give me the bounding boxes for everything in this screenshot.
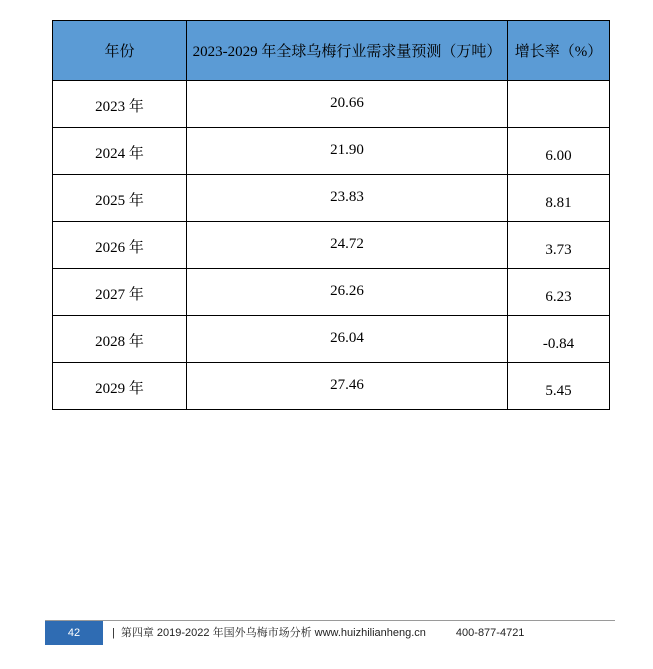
growth-cell: 6.00 (508, 128, 610, 175)
header-demand: 2023-2029 年全球乌梅行业需求量预测（万吨） (187, 21, 508, 81)
year-cell: 2027 年 (53, 269, 187, 316)
demand-cell: 26.04 (187, 316, 508, 363)
demand-forecast-table (52, 20, 610, 410)
demand-cell: 24.72 (187, 222, 508, 269)
year-cell: 2029 年 (53, 363, 187, 410)
growth-cell: 6.23 (508, 269, 610, 316)
table-row (53, 269, 610, 316)
growth-cell: 8.81 (508, 175, 610, 222)
table-row (53, 175, 610, 222)
growth-cell (508, 81, 610, 128)
table-row (53, 363, 610, 410)
year-cell: 2026 年 (53, 222, 187, 269)
table-row (53, 222, 610, 269)
year-cell: 2025 年 (53, 175, 187, 222)
table-row (53, 128, 610, 175)
header-growth: 增长率（%） (508, 21, 610, 81)
year-cell: 2023 年 (53, 81, 187, 128)
table-row (53, 81, 610, 128)
table-header-row (53, 21, 610, 81)
table-row (53, 316, 610, 363)
demand-cell: 27.46 (187, 363, 508, 410)
page-number-badge: 42 (45, 621, 103, 645)
footer-phone: 400-877-4721 (455, 627, 525, 639)
growth-cell: 3.73 (508, 222, 610, 269)
header-year: 年份 (53, 21, 187, 81)
footer-chapter-info (112, 621, 524, 645)
demand-cell: 26.26 (187, 269, 508, 316)
footer-chapter: 第四章 2019-2022 年国外乌梅市场分析 www.huizhilianheng.cn (120, 627, 426, 639)
growth-cell: -0.84 (508, 316, 610, 363)
year-cell: 2028 年 (53, 316, 187, 363)
demand-cell: 20.66 (187, 81, 508, 128)
demand-cell: 23.83 (187, 175, 508, 222)
year-cell: 2024 年 (53, 128, 187, 175)
demand-cell: 21.90 (187, 128, 508, 175)
growth-cell: 5.45 (508, 363, 610, 410)
footer-separator: | (112, 627, 115, 639)
